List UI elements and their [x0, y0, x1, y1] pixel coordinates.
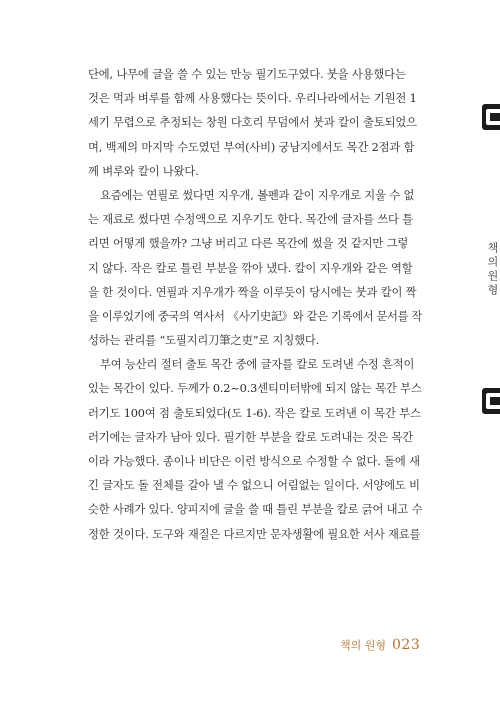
page-footer: [340, 637, 420, 653]
tab-marker-bottom: [482, 388, 500, 414]
page-number: 023: [392, 637, 421, 653]
text-line: 단에, 나무에 글을 쓸 수 있는 만능 필기도구였다. 붓을 사용했다는: [88, 68, 406, 81]
text-line: 세기 무렵으로 추정되는 창원 다호리 무덤에서 붓과 칼이 출토되었으: [88, 116, 417, 130]
text-line: 리면 어떻게 했을까? 그냥 버리고 다른 목간에 썼을 것 같지만 그렇: [88, 237, 409, 251]
text-line: 것은 먹과 벼루를 함께 사용했다는 뜻이다. 우리나라에서는 기원전 1: [88, 92, 417, 106]
body-text: [88, 63, 422, 547]
text-line: 을 한 것이다. 연필과 지우개가 짝을 이루듯이 당시에는 붓과 칼이 짝: [88, 285, 417, 299]
text-line: 러기도 100여 점 출토되었다(도 1-6). 작은 칼로 도려낸 이 목간 부스: [88, 406, 421, 420]
text-line: 긴 글자도 돌 전체를 갈아 낼 수 없으니 어림없는 일이다. 서양에도 비: [88, 479, 420, 493]
text-line: 정한 것이다. 도구와 재질은 다르지만 문자생활에 필요한 서사 재료를: [88, 527, 421, 541]
text-line: 요즘에는 연필로 썼다면 지우개, 볼펜과 같이 지우개로 지울 수 없: [100, 188, 415, 202]
text-line: 슷한 사례가 있다. 양피지에 글을 쓸 때 틀린 부분을 칼로 긁어 내고 수: [88, 503, 423, 517]
chapter-side-tab: [482, 104, 500, 444]
running-title: 책의 원형: [340, 639, 387, 652]
text-line: 께 벼루와 칼이 나왔다.: [88, 164, 199, 178]
tab-marker-top: [482, 104, 500, 130]
text-line: 있는 목간이 있다. 두께가 0.2~0.3센티미터밖에 되지 않는 목간 부스: [88, 382, 422, 396]
text-line: 러기에는 글자가 남아 있다. 필기한 부분을 칼로 도려내는 것은 목간: [88, 430, 414, 444]
text-line: 며, 백제의 마지막 수도였던 부여(사비) 궁남지에서도 목간 2점과 함: [88, 140, 415, 154]
text-line: 을 이루었기에 중국의 역사서 《사기史記》와 같은 기록에서 문서를 작: [88, 309, 422, 323]
text-line: 부여 능산리 절터 출토 목간 중에 글자를 칼로 도려낸 수정 흔적이: [100, 358, 415, 372]
text-line: 성하는 관리를 “도필지리刀筆之吏”로 지칭했다.: [88, 334, 320, 348]
text-line: 지 않다. 작은 칼로 틀린 부분을 깎아 냈다. 칼이 지우개와 같은 역할: [88, 261, 413, 275]
text-line: 이라 가능했다. 종이나 비단은 이런 방식으로 수정할 수 없다. 돌에 새: [88, 455, 420, 468]
text-line: 는 재료로 썼다면 수정액으로 지우기도 한다. 목간에 글자를 쓰다 틀: [88, 213, 414, 227]
side-tab-label: 책의원형: [486, 242, 499, 298]
